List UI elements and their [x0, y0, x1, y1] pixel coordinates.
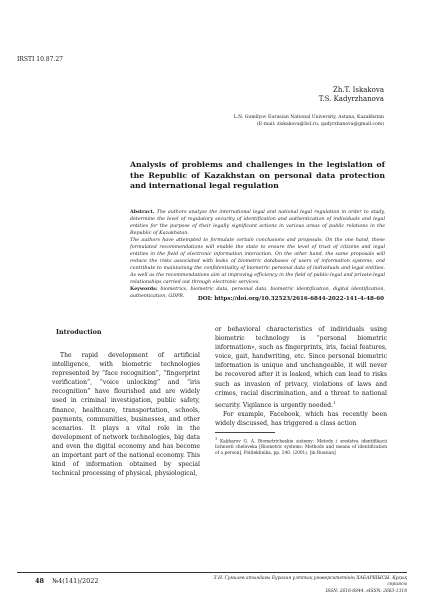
- section-heading: Introduction: [56, 328, 102, 336]
- body-paragraph: or behavioral characteristics of individuals using biometric technology is “personal biometric information», such as fingerprints, iris, facial features, voice, gait, handwriting, etc. Since personal biometric information is unique and unchangeable, it will never be recovered after it is leaked, which can lead to risks such as invasion of privacy, violations of laws and crimes, racial discrimination, and a threat to national security. Vigilance is urgently needed.$^1$: [215, 326, 387, 409]
- journal-title: Л.Н. Гумилев атындағы Еуразия ұлттық университетінің ХАБАРШЫСЫ. Құқық сериясы: [213, 576, 407, 588]
- abstract-text-2: The authors have attempted to formulate certain conclusions and proposals. On the one hand, these formulated recommendations will enable the state to ensure the level of trust of citizens and legal entities in the field of electronic information interaction. On the other hand, the same proposals will reduce the risks associated with leaks of biometric databases of users of information systems, and contribute to maintaining the confidentiality of biometric personal data of individuals and legal entities. As well as the recommendations aim at improving efficiency in the field of public-legal and private-legal relationships carried out through electronic services.: [130, 238, 385, 285]
- abstract-text: The authors analyze the international legal and national legal regulation in order to study, determine the level of regulatory security of identification and authentication of individuals and legal entities for the purpose of their legally significant actions in various areas of public relations in the Republic of Kazakhstan.: [130, 210, 385, 236]
- text-column-left: [52, 325, 200, 478]
- irsti-code: IRSTI 10.87.27: [17, 56, 63, 63]
- affiliation-block: [234, 115, 384, 128]
- footnote: $^1$ Kakharov G. A. Biometricheskie sistemy: Metody i sredstva identifikacii lichnosti cheloveka [Biometric systems: Methods and means of identification of a person], Politekhnika, pp. 240. (2001). [in Russian]: [215, 437, 387, 457]
- footnote-divider: [215, 432, 275, 433]
- author-name: Zh.T. Iskakova: [332, 86, 384, 94]
- author-emails: (E-mail: ziskakova@list.ru, qadyrzhanova@gmail.com): [257, 121, 384, 127]
- text-column-right: [215, 325, 387, 457]
- journal-name: [207, 576, 407, 595]
- doi-link[interactable]: DOI: https://doi.org/10.32523/2616-6844-2022-141-4-48-60: [197, 296, 384, 302]
- author-name: T.S. Kadyrzhanova: [318, 95, 384, 103]
- footer-divider: [17, 572, 407, 573]
- body-paragraph: For example, Facebook, which has recently been widely discussed, has triggered a class action: [215, 410, 387, 427]
- body-paragraph: The rapid development of artificial intelligence, with biometric technologies represented by “face recognition”, “fingerprint verification”, “voice unlocking” and “iris recognition” have flourished and are widely used in criminal investigation, public safety, finance, healthcare, transportation, schools, payments, communities, businesses, and other scenarios. It plays a vital role in the development of network technologies, big data and even the digital economy and has become an important part of the national economy. This kind of information obtained by special technical processing of physical, physiological,: [52, 352, 200, 478]
- footnote-ref[interactable]: 1: [333, 399, 336, 405]
- affiliation: L.N. Gumilyov Eurasian National University, Astana, Kazakhstan: [233, 115, 384, 120]
- issue-number: №4(141)/2022: [52, 577, 99, 585]
- abstract-label: Abstract.: [130, 209, 155, 215]
- abstract: [130, 209, 385, 300]
- keywords: biometrics, biometric data, personal data, biometric identification, digital identification, authentication, GDPR.: [130, 287, 385, 299]
- article-title: Analysis of problems and challenges in the legislation of the Republic of Kazakhstan on personal data protection and international legal regulation: [130, 160, 385, 190]
- journal-issn: ISSN: 2616-6844. eISSN: 2663-1318: [325, 588, 407, 594]
- author-list: [319, 86, 384, 104]
- page-number: 48: [35, 577, 45, 585]
- footnote-mark: 1: [215, 437, 218, 442]
- keywords-label: Keywords:: [130, 286, 158, 292]
